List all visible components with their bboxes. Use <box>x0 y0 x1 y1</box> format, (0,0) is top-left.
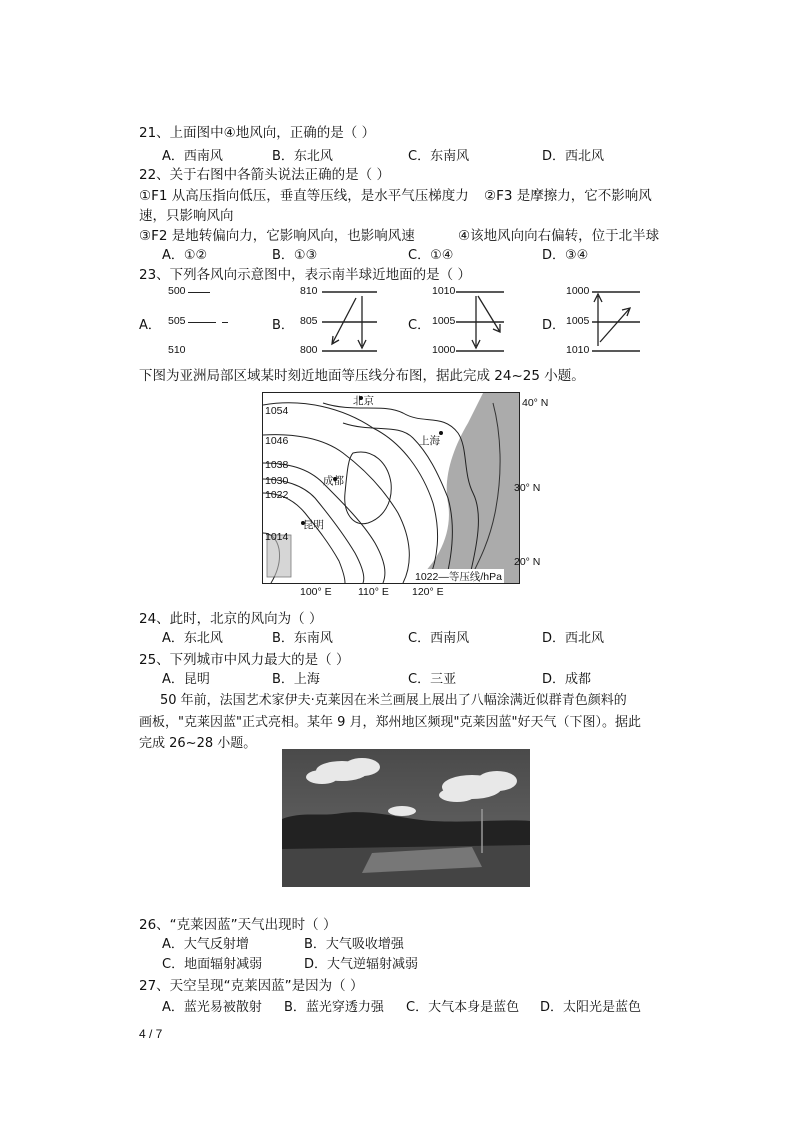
isobar-label: 1005 <box>432 315 456 327</box>
q22-option-a: A．①② <box>162 248 208 263</box>
q21-option-c: C．东南风 <box>408 149 470 164</box>
q26-option-d: D．大气逆辐射减弱 <box>304 957 419 972</box>
lon-label-120: 120° E <box>412 586 444 598</box>
q27-option-a: A．蓝光易被散射 <box>162 1000 262 1015</box>
q27-option-d: D．太阳光是蓝色 <box>540 1000 642 1015</box>
isobar-label: 1010 <box>566 344 590 356</box>
question-26: 26、“克莱因蓝”天气出现时（ ） <box>139 917 337 933</box>
sky-photo-graphic <box>282 749 530 887</box>
q27-option-c: C．大气本身是蓝色 <box>406 1000 520 1015</box>
q22-statement-1: ①F1 从高压指向低压，垂直等压线，是水平气压梯度力 <box>139 188 469 204</box>
q25-option-a: A．昆明 <box>162 672 210 687</box>
q23-label-d: D． <box>542 318 566 333</box>
intro-26-line3: 完成 26~28 小题。 <box>139 736 257 751</box>
q22-statement-2: ②F3 是摩擦力，它不影响风 <box>484 188 652 204</box>
q26-option-a: A．大气反射增 <box>162 937 249 952</box>
q23-label-a: A． <box>139 318 161 333</box>
isobar-label: 1000 <box>432 344 456 356</box>
intro-26-line1: 50 年前，法国艺术家伊夫·克莱因在米兰画展上展出了八幅涂满近似群青色颜料的 <box>160 693 627 708</box>
lon-label-110: 110° E <box>358 586 389 598</box>
isobar-label: 1046 <box>265 435 289 447</box>
q25-option-b: B．上海 <box>272 672 320 687</box>
map-legend: 1022—等压线/hPa <box>415 571 502 583</box>
q22-statement-2-cont: 速，只影响风向 <box>139 208 234 224</box>
page-number: 4 / 7 <box>139 1027 163 1041</box>
q24-option-b: B．东南风 <box>272 631 333 646</box>
q25-option-d: D．成都 <box>542 672 592 687</box>
q21-option-a: A．西南风 <box>162 149 223 164</box>
isobar-label: 1010 <box>432 285 456 297</box>
question-23: 23、下列各风向示意图中，表示南半球近地面的是（ ） <box>139 267 471 283</box>
question-27: 27、天空呈现“克莱因蓝”是因为（ ） <box>139 978 364 994</box>
q22-statement-3: ③F2 是地转偏向力，它影响风向，也影响风速 <box>139 228 415 244</box>
sky-photo <box>282 749 530 887</box>
q27-option-b: B．蓝光穿透力强 <box>284 1000 384 1015</box>
q22-option-b: B．①③ <box>272 248 318 263</box>
q22-statement-4: ④该地风向向右偏转，位于北半球 <box>458 228 660 244</box>
q23-label-b: B． <box>272 318 294 333</box>
q26-option-c: C．地面辐射减弱 <box>162 957 263 972</box>
lon-label-100: 100° E <box>300 586 332 598</box>
q26-option-b: B．大气吸收增强 <box>304 937 404 952</box>
q24-option-d: D．西北风 <box>542 631 605 646</box>
isobar-map-graphic <box>263 393 519 583</box>
isobar-label: 1005 <box>566 315 590 327</box>
isobar-label: 505 <box>168 315 186 327</box>
question-24: 24、此时，北京的风向为（ ） <box>139 611 323 627</box>
isobar-label: 1022 <box>265 489 289 501</box>
question-22: 22、关于右图中各箭头说法正确的是（ ） <box>139 167 390 183</box>
q24-option-a: A．东北风 <box>162 631 223 646</box>
isobar-label: 1000 <box>566 285 590 297</box>
city-label-kunming: 昆明 <box>303 519 324 531</box>
isobar-label: 500 <box>168 285 186 297</box>
q22-option-c: C．①④ <box>408 248 454 263</box>
isobar-label: 1054 <box>265 405 289 417</box>
isobar-label: 800 <box>300 344 318 356</box>
q23-label-c: C． <box>408 318 431 333</box>
wind-arrow-diagram <box>592 284 642 356</box>
question-25: 25、下列城市中风力最大的是（ ） <box>139 652 350 668</box>
q21-option-d: D．西北风 <box>542 149 605 164</box>
q25-option-c: C．三亚 <box>408 672 457 687</box>
q24-option-c: C．西南风 <box>408 631 470 646</box>
lat-label-20: 20° N <box>514 556 541 568</box>
intro-24-25: 下图为亚洲局部区域某时刻近地面等压线分布图，据此完成 24~25 小题。 <box>139 368 585 384</box>
question-21: 21、上面图中④地风向，正确的是（ ） <box>139 125 376 141</box>
lat-label-30: 30° N <box>514 482 541 494</box>
isobar-label: 1014 <box>265 531 289 543</box>
isobar-label: 1030 <box>265 475 289 487</box>
city-label-chengdu: 成都 <box>323 475 344 487</box>
lat-label-40: 40° N <box>522 397 549 409</box>
wind-arrow-diagram <box>322 284 382 356</box>
isobar-map <box>262 392 520 584</box>
intro-26-line2: 画板，"克莱因蓝"正式亮相。某年 9 月，郑州地区频现"克莱因蓝"好天气（下图）。据此 <box>139 715 641 730</box>
isobar-label: 1038 <box>265 459 289 471</box>
isobar-label: 510 <box>168 344 186 356</box>
wind-arrow-diagram <box>456 284 516 356</box>
city-label-shanghai: 上海 <box>419 435 440 447</box>
isobar-label: 805 <box>300 315 318 327</box>
city-label-beijing: 北京 <box>353 395 374 407</box>
q22-option-d: D．③④ <box>542 248 589 263</box>
isobar-label: 810 <box>300 285 318 297</box>
q21-option-b: B．东北风 <box>272 149 333 164</box>
